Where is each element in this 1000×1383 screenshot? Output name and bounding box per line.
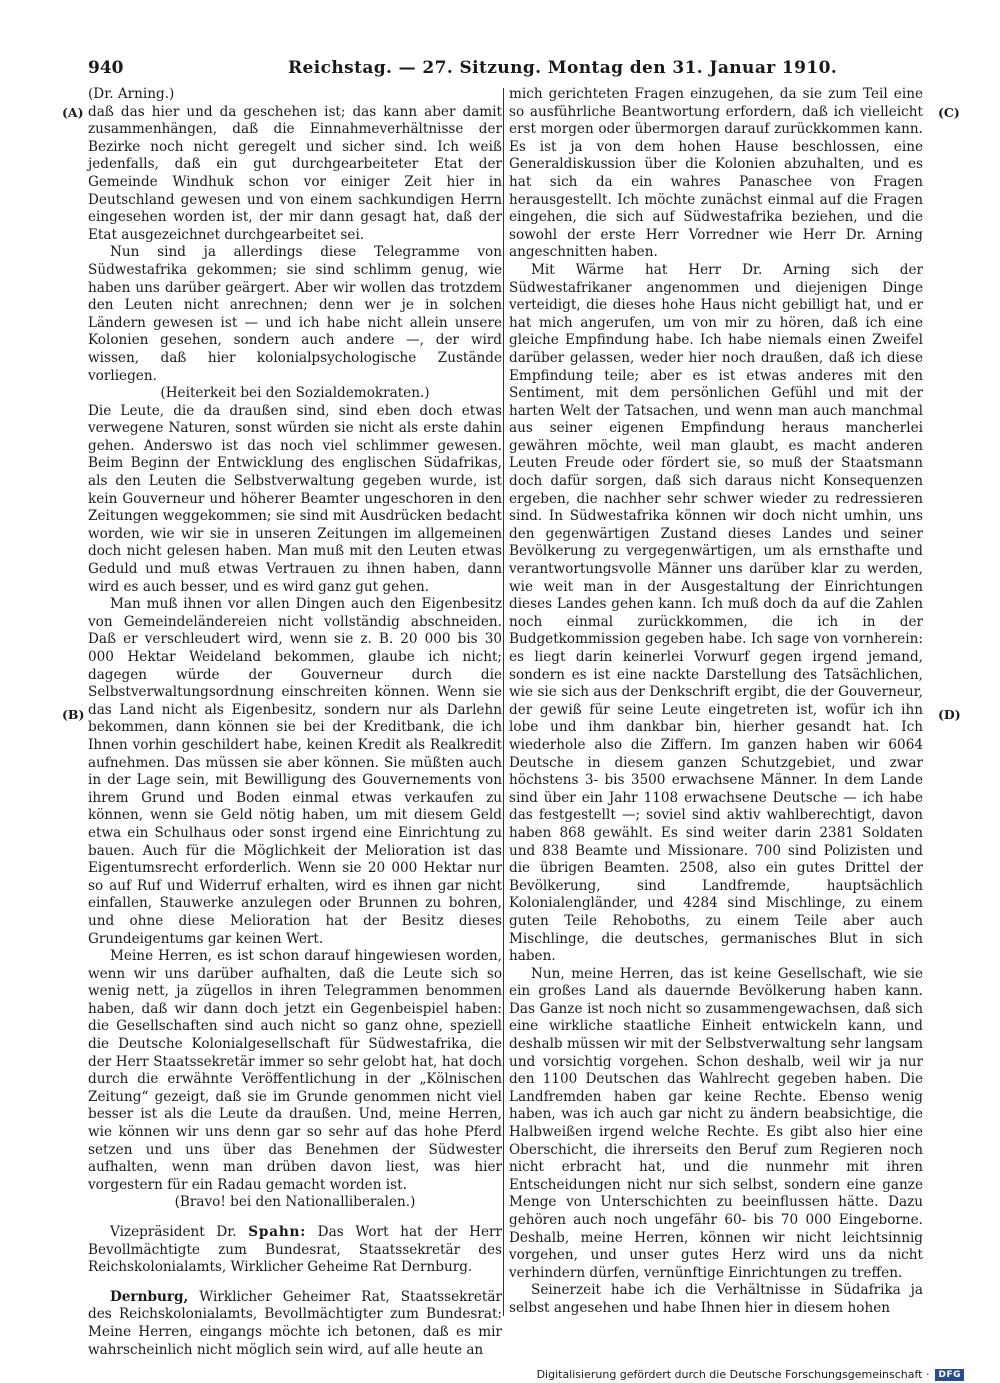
paragraph: mich gerichteten Fragen einzugehen, da sie zum Teil eine so ausführliche Beantwortung erfordern, daß ich vielleicht erst morgen oder übermorgen darauf zurückkommen kann. Es ist ja von dem hohen Hause beschlossen, eine Generaldiskussion über die Kolonien abzuhalten, und es hat sich da ein wahres Panaschee von Fragen herausgestellt. Ich möchte zunächst einmal auf die Fragen eingehen, die sich auf Südwestafrika beziehen, und die sowohl der erste Herr Vorredner wie Herr Dr. Arning angeschnitten haben. <box>509 86 923 261</box>
interjection: (Bravo! bei den Nationalliberalen.) <box>174 1194 416 1211</box>
speaker-text: Wirklicher Geheimer Rat, Staatssekretär des Reichskolonialamts, Bevollmächtigter zum Bundesrat: Meine Herren, eingangs möchte ich betonen, daß es mir wahrscheinlich nicht möglich sein wird, auf alle heute an <box>88 1288 502 1358</box>
column-divider <box>503 88 504 1316</box>
paragraph: Meine Herren, es ist schon darauf hingewiesen worden, wenn wir uns darüber aufhalten, daß die Leute sich so wenig nett, ja zügellos in ihren Telegrammen benommen haben, daß wir dann doch jetzt ein Gegenbeispiel haben: die Gesellschaften sind auch nicht so ganz ohne, speziell die Deutsche Kolonialgesellschaft für Südwestafrika, die der Herr Staatssekretär immer so sehr gelobt hat, hat doch durch die erwähnte Veröffentlichung in der „Kölnischen Zeitung“ gezeigt, daß sie im Grunde genommen nicht viel besser ist als die Leute da draußen. Und, meine Herren, wie können wir uns denn gar so sehr auf das hohe Pferd setzen und uns über das Benehmen der Südwester aufhalten, wenn man drüben davon liest, was hier vorgestern für ein Radau gemacht worden ist. <box>88 948 502 1193</box>
paragraph: Die Leute, die da draußen sind, sind eben doch etwas verwegene Naturen, sonst würden sie nicht als erste dahin gehen. Anderswo ist das noch viel schlimmer gewesen. Beim Beginn der Entwicklung des englischen Südafrikas, als den Leuten die Selbstverwaltung gegeben wurde, ist kein Gouverneur und höherer Beamter ungeschoren in den Zeitungen weggekommen; sie sind mit Ausdrücken bedacht worden, wie wir sie in unseren Zeitungen im allgemeinen doch nicht gelesen haben. Man muß mit den Leuten etwas Geduld und muß etwas Vertrauen zu ihnen haben, dann wird es auch besser, und es wird ganz gut gehen. <box>88 402 502 595</box>
paragraph: daß das hier und da geschehen ist; das kann aber damit zusammenhängen, daß die Einnahmeverhältnisse der Bezirke noch nicht geregelt und sicher sind. Ich weiß jedenfalls, daß ein gut durchgearbeiteter Etat der Gemeinde Windhuk schon vor einiger Zeit hier in Deutschland gewesen und von einem sachkundigen Herrn eingesehen worden ist, der mir dann gesagt hat, daß der Etat ausgezeichnet durchgearbeitet sei. <box>88 103 502 243</box>
footer-text: Digitalisierung gefördert durch die Deutsche Forschungsgemeinschaft · <box>536 1368 930 1381</box>
margin-marker-a: (A) <box>62 105 84 120</box>
dfg-logo-icon: DFG <box>935 1369 964 1381</box>
right-column <box>509 86 923 1318</box>
interjection: (Heiterkeit bei den Sozialdemokraten.) <box>160 385 430 402</box>
chair-role: Vizepräsident Dr. <box>110 1224 249 1240</box>
paragraph: Nun sind ja allerdings diese Telegramme von Südwestafrika gekommen; sie sind schlimm genug, wie haben uns darüber geärgert. Aber wir wollen das trotzdem den Leuten nicht anrechnen; denn wer je in solchen Ländern gewesen ist — und ich habe nicht allein unsere Kolonien gesehen, sondern auch andere —, der wird wissen, daß hier kolonialpsychologische Zustände vorliegen. <box>88 244 502 384</box>
page-number: 940 <box>88 58 124 78</box>
paragraph: Man muß ihnen vor allen Dingen auch den Eigenbesitz von Gemeindeländereien nicht vollständig abschneiden. Daß er verschleudert wird, wenn sie z. B. 20 000 bis 30 000 Hektar Weideland bekommen, glaube ich nicht; dagegen würde der Gouverneur durch die Selbstverwaltungsordnung einschreiten können. Wenn sie das Land nicht als Eigenbesitz, sondern nur als Darlehn bekommen, dann können sie bei der Kreditbank, die ich Ihnen vorhin geschildert habe, keinen Kredit als Realkredit aufnehmen. Das müssen sie aber können. Sie müßten auch in der Lage sein, mit Bewilligung des Gouvernements von ihrem Grund und Boden einmal etwas verkaufen zu können, wenn sie Geld nötig haben, um mit diesem Geld etwa ein Schulhaus oder sonst irgend eine Einrichtung zu bauen. Auch für die Möglichkeit der Melioration ist das Eigentumsrecht erforderlich. Wenn sie 20 000 Hektar nur so auf Ruf und Widerruf erhalten, wird es ihnen gar nicht einfallen, Stauwerke anzulegen oder Brunnen zu bohren, und ohne diese Melioration hat der Besitz dieses Grundeigentums gar keinen Wert. <box>88 596 502 947</box>
chair-name: Spahn: <box>248 1224 307 1240</box>
chair-statement <box>88 1224 502 1277</box>
speaker-name: Dernburg, <box>110 1288 189 1305</box>
speaker-tag: (Dr. Arning.) <box>88 86 175 102</box>
margin-marker-c: (C) <box>938 105 960 120</box>
paragraph: Mit Wärme hat Herr Dr. Arning sich der Südwestafrikaner angenommen und diejenigen Dinge verteidigt, die dieses hohe Haus nicht gebilligt hat, und er hat mich angerufen, um von mir zu hören, daß ich eine gleiche Empfindung habe. Ich habe niemals einen Zweifel darüber gelassen, weder hier noch draußen, daß ich diese Empfindung teile; aber es ist etwas anderes mit den Sentiment, mit dem persönlichen Gefühl und mit der harten Welt der Tatsachen, und wenn man auch manchmal aus seiner eigenen Empfindung heraus mancherlei gewähren möchte, weil man glaubt, es macht anderen Leuten Freude oder fördert sie, so muß der Staatsmann doch dafür sorgen, daß sich daraus nicht Konsequenzen ergeben, die nachher sehr schwer wieder zu redressieren sind. In Südwestafrika können wir doch nicht umhin, uns den gegenwärtigen Zustand dieses Landes und seiner Bevölkerung zu vergegenwärtigen, um als ernsthafte und verantwortungsvolle Männer uns darüber klar zu werden, wie weit man in der Ausgestaltung der Einrichtungen dieses Landes gehen kann. Ich muß doch da auf die Zahlen noch einmal zurückkommen, die ich in der Budgetkommission gegeben habe. Ich sage von vornherein: es liegt darin keinerlei Vorwurf gegen irgend jemand, sondern es ist eine nackte Darstellung des Tatsächlichen, wie sie sich aus der Denkschrift ergibt, die der Gouverneur, der gewiß für seine Leute eingetreten ist, wofür ich ihn lobe und ihm dankbar bin, hierher gesandt hat. Ich wiederhole also die Ziffern. Im ganzen haben wir 6064 Deutsche in diesem ganzen Schutzgebiet, und zwar höchstens 3- bis 3500 erwachsene Männer. In dem Lande sind über ein Jahr 1108 erwachsene Deutsche — ich habe das festgestellt —; soviel sind aktiv wahlberechtigt, davon haben 868 gewählt. Es sind weiter darin 2381 Soldaten und 838 Beamte und Missionare. 700 sind Polizisten und die übrigen Beamten. 2508, also ein gutes Drittel der Bevölkerung, sind Landfremde, hauptsächlich Kolonialengländer, und 4284 sind Mischlinge, zu einem guten Teile Rehoboths, zu einem Teile aber auch Mischlinge, die deutsches, germanisches Blut in sich haben. <box>509 261 923 965</box>
left-column <box>88 86 502 1359</box>
margin-marker-d: (D) <box>938 707 961 722</box>
paragraph: Seinerzeit habe ich die Verhältnisse in Südafrika ja selbst angesehen und habe Ihnen hier in diesem hohen <box>509 1282 923 1316</box>
margin-marker-b: (B) <box>62 707 85 722</box>
paragraph: Nun, meine Herren, das ist keine Gesellschaft, wie sie ein großes Land als dauernde Bevölkerung haben kann. Das Ganze ist noch nicht so zusammengewachsen, daß sich eine wirkliche staatliche Einheit entwickeln kann, und deshalb müssen wir mit der Selbstverwaltung sehr langsam und vorsichtig vorgehen. Schon deshalb, weil wir ja nur den 1100 Deutschen das Wahlrecht gegeben haben. Die Landfremden haben gar keine Rechte. Ebenso wenig haben, was ich auch gar nicht zu ändern beabsichtige, die Halbweißen irgend welche Rechte. Es gibt also hier eine Oberschicht, die ihrerseits den Beruf zum Regieren noch nicht erbracht hat, und die nunmehr mit ihren Entscheidungen nicht nur sich selbst, sondern eine ganze Menge von Unterschichten zu beeinflussen hätte. Dazu gehören auch noch ungefähr 60- bis 70 000 Eingeborne. Deshalb, meine Herren, können wir nicht leichtsinnig vorgehen, und unser gutes Herz wird uns da nicht verhindern dürfen, vernünftige Einrichtungen zu treffen. <box>509 965 923 1281</box>
page-header <box>88 58 924 82</box>
running-head: Reichstag. — 27. Sitzung. Montag den 31. Januar 1910. <box>288 58 838 78</box>
speaker-statement <box>88 1289 502 1359</box>
chair-text: Das Wort hat der Herr Bevollmächtigte zum Bundesrat, Staatssekretär des Reichskolonialamts, Wirklicher Geheime Rat Dernburg. <box>88 1224 502 1276</box>
footer <box>537 1368 964 1381</box>
